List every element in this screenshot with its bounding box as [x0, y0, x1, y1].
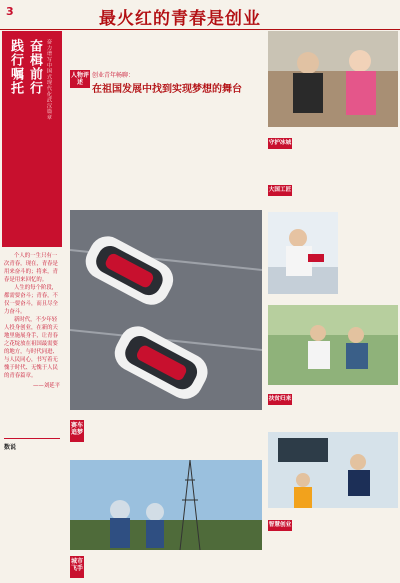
classroom-photo	[268, 432, 398, 508]
top-right-photo	[268, 31, 398, 127]
sidebar-title: 数说	[4, 444, 17, 451]
section-tag-return: 扶贫归来	[268, 394, 292, 405]
keyword-banner	[2, 31, 62, 247]
article-column	[135, 96, 196, 208]
prose-paragraph: 个人的一生只有一次青春，现在，青春是用来奋斗的；将来，青春是用来回忆的。	[4, 253, 58, 283]
article-kicker: 创业青年畅聊：	[92, 72, 135, 79]
header-rule	[0, 29, 400, 30]
return-text	[294, 394, 398, 428]
workers-photo	[70, 460, 262, 550]
section-tag-guard: 守护冰城	[268, 138, 292, 149]
commentary-prose	[4, 252, 60, 390]
article-column	[70, 96, 131, 208]
prose-paragraph: 人生的每个阶段，都需要奋斗；青春，不仅一要奋斗，而且尽全力奋斗。	[4, 285, 58, 315]
prose-paragraph: 新时代，不少年轻人投身创业，在新的天地里施展身手，让青春之花绽放在祖国最需要的地方，与时代同进、与人民同心，书写着无愧于时代、无愧于人民的青春篇章。	[4, 317, 58, 379]
keyword-2: 奋楫前行	[27, 39, 42, 95]
prose-author: ——刘延平	[33, 383, 60, 389]
farm-photo	[268, 305, 398, 385]
article-tag: 人物评述	[70, 72, 89, 86]
article-column	[199, 96, 260, 208]
section-tag-smart: 智慧创业	[268, 520, 292, 531]
section-tag-pioneer: 赛车追梦	[70, 420, 84, 442]
guard-text	[294, 138, 398, 180]
smart-text	[294, 520, 398, 578]
left-divider	[4, 438, 60, 439]
keyword-subtitle: 奋力谱写中国式现代化武汉篇章	[46, 39, 52, 121]
cars-photo	[70, 210, 262, 410]
page-number: 3	[6, 5, 14, 18]
keyword-1: 践行嘱托	[8, 39, 23, 95]
section-tag-village: 大国工匠	[268, 185, 292, 196]
lab-photo	[268, 212, 338, 294]
page-header	[0, 0, 400, 30]
article-body	[70, 96, 260, 208]
article-title: 在祖国发展中找到实现梦想的舞台	[92, 84, 242, 95]
village-text	[340, 206, 398, 298]
section-tag-city: 城市飞手	[70, 556, 84, 578]
city-text	[88, 558, 264, 580]
page-headline: 最火红的青春是创业	[99, 9, 261, 29]
pioneer-text	[88, 420, 264, 456]
